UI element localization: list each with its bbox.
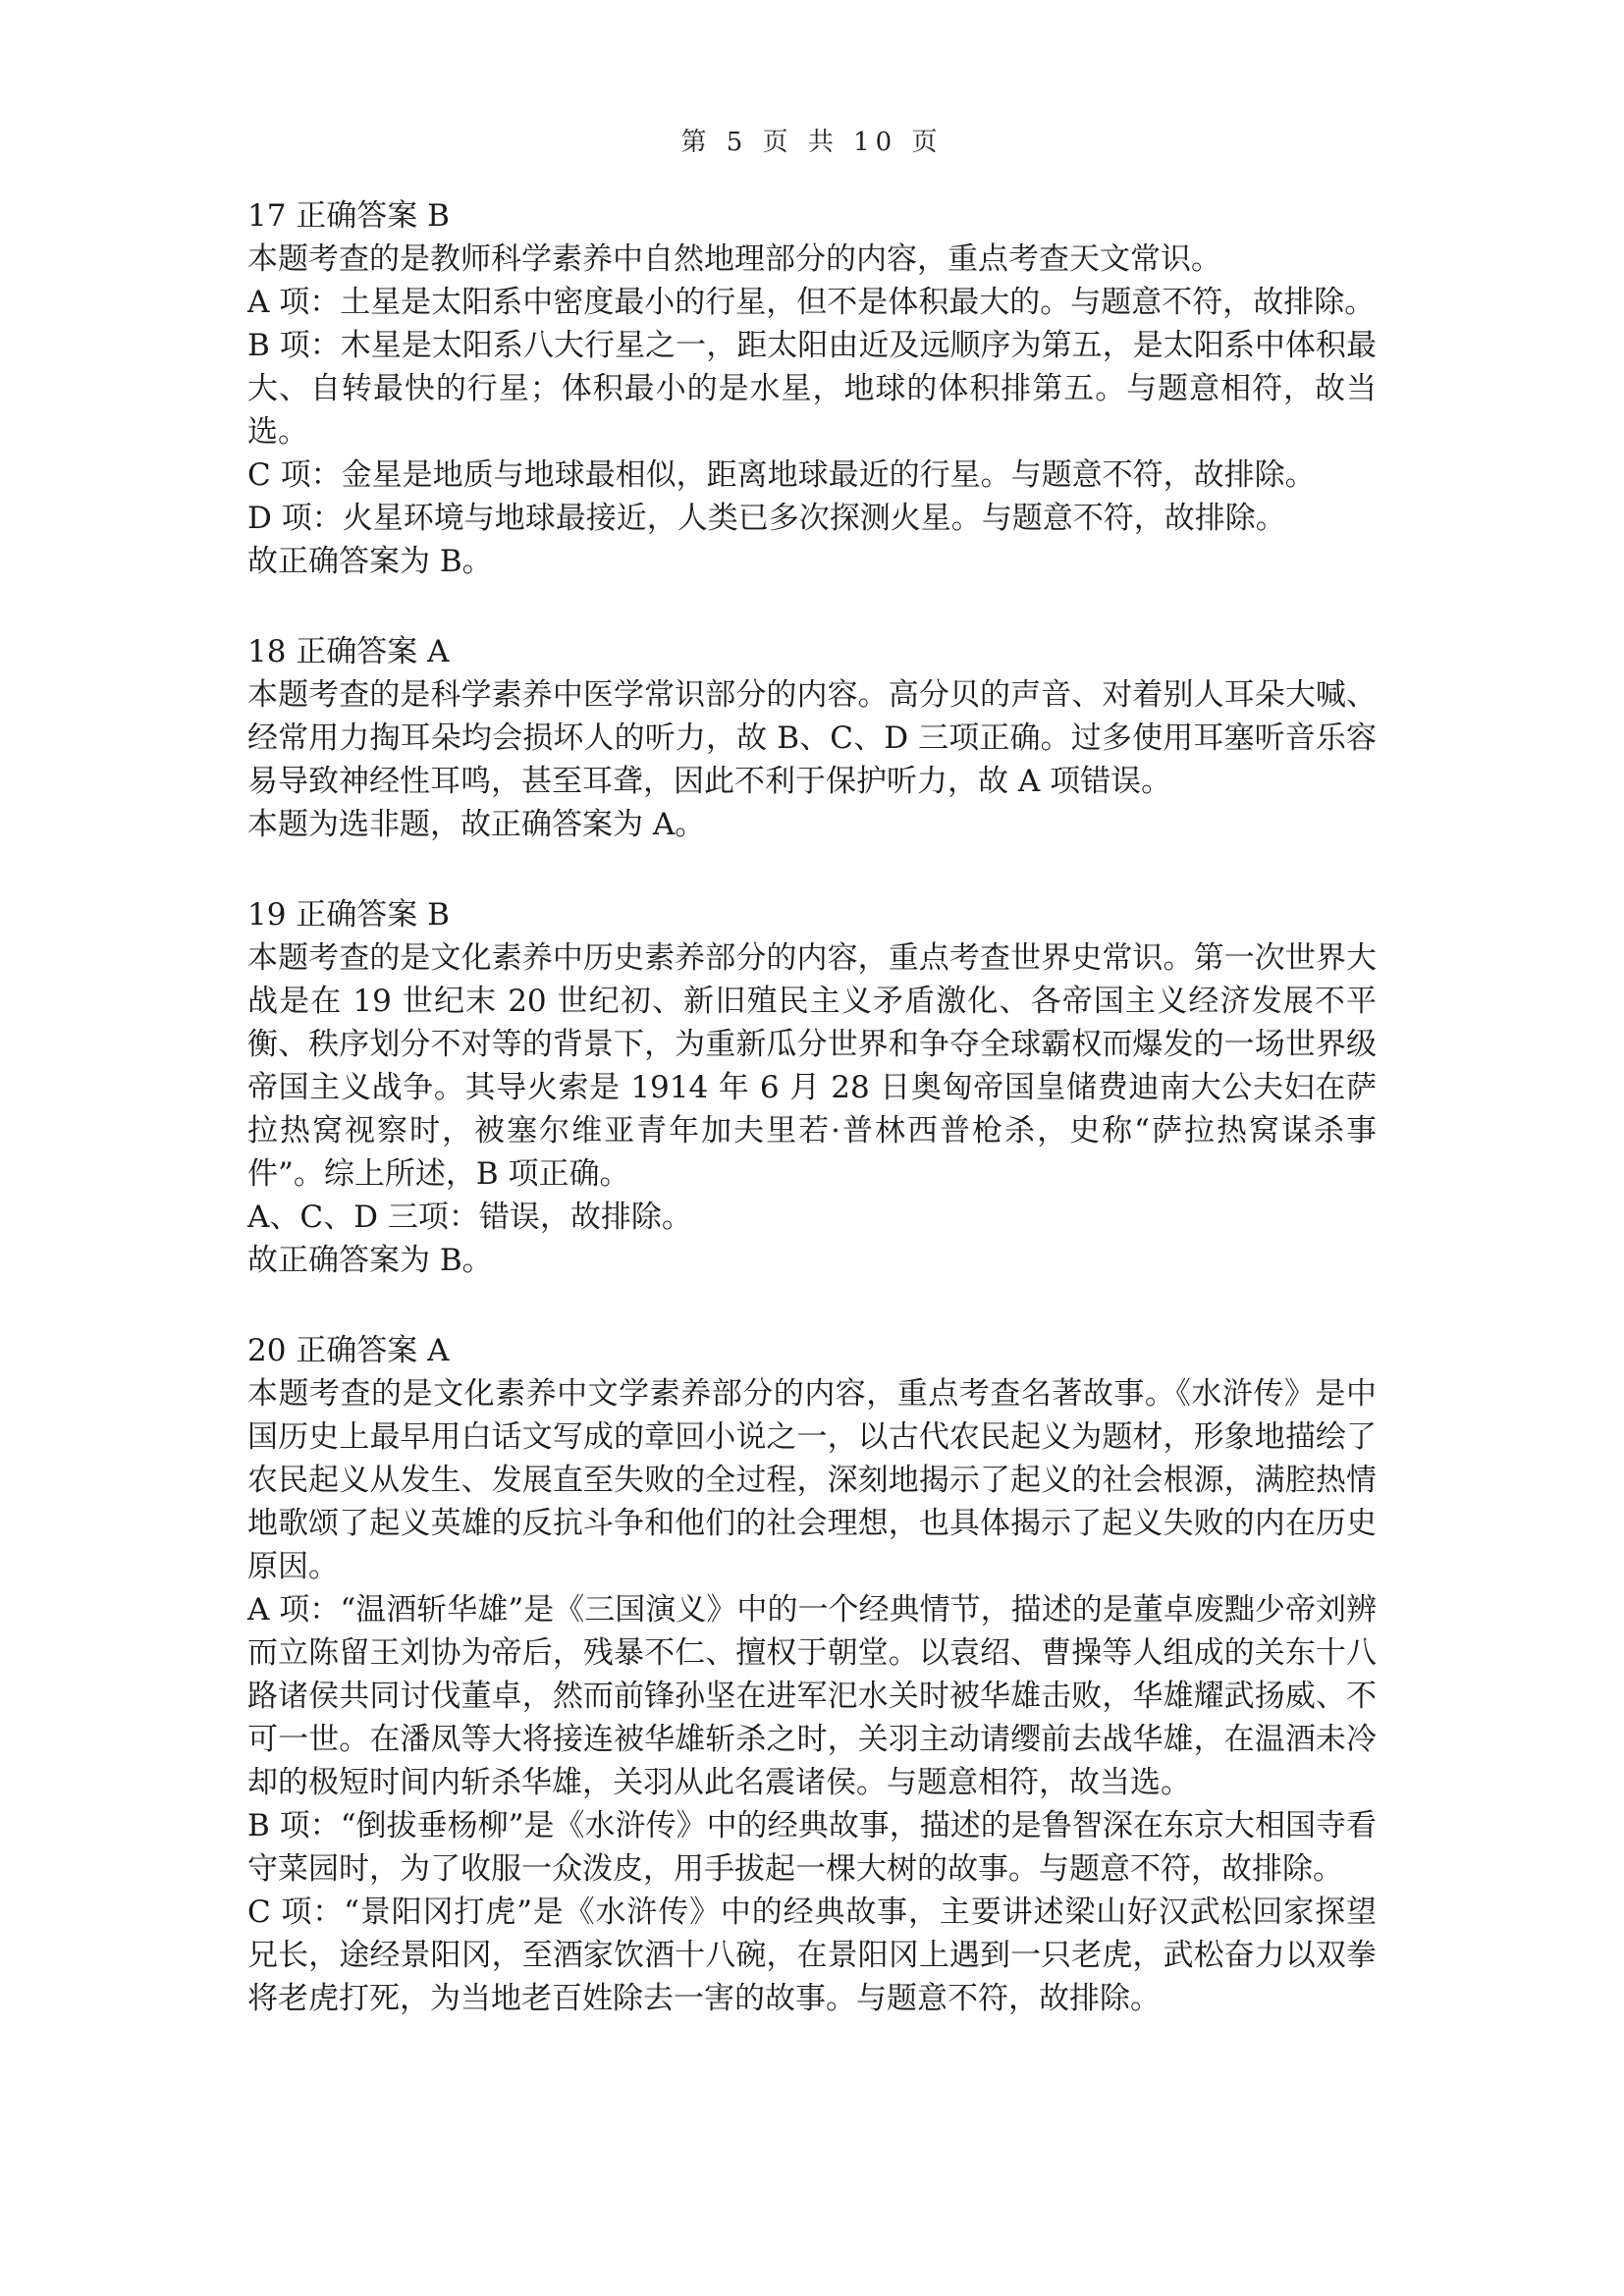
answer-title: 17 正确答案 B — [247, 198, 450, 234]
answer-explanations — [247, 194, 1377, 2067]
option-a-explanation: A 项：土星是太阳系中密度最小的行星，但不是体积最大的。与题意不符，故排除。 — [247, 285, 1376, 320]
question-19 — [247, 893, 1377, 1282]
answer-title: 18 正确答案 A — [247, 634, 450, 669]
explanation-paragraph: 本题考查的是科学素养中医学常识部分的内容。高分贝的声音、对着别人耳朵大喊、经常用力掏耳朵均会损坏人的听力，故 B、C、D 三项正确。过多使用耳塞听音乐容易导致神经性耳鸣，甚至耳聋，因此不利于保护听力，故 A 项错误。 — [247, 677, 1377, 799]
page-number-header: 第 5 页 共 10 页 — [680, 128, 944, 157]
question-18 — [247, 630, 1377, 846]
option-b-explanation: B 项：“倒拔垂杨柳”是《水浒传》中的经典故事，描述的是鲁智深在东京大相国寺看守菜园时，为了收服一众泼皮，用手拔起一棵大树的故事。与题意不符，故排除。 — [247, 1808, 1377, 1887]
option-a-explanation: A 项：“温酒斩华雄”是《三国演义》中的一个经典情节，描述的是董卓废黜少帝刘辨而立陈留王刘协为帝后，残暴不仁、擅权于朝堂。以袁绍、曹操等人组成的关东十八路诸侯共同讨伐董卓，然而前锋孙坚在进军汜水关时被华雄击败，华雄耀武扬威、不可一世。在潘凤等大将接连被华雄斩杀之时，关羽主动请缨前去战华雄，在温酒未冷却的极短时间内斩杀华雄，关羽从此名震诸侯。与题意相符，故当选。 — [247, 1592, 1377, 1800]
answer-title: 19 正确答案 B — [247, 897, 450, 933]
option-b-explanation: B 项：木星是太阳系八大行星之一，距太阳由近及远顺序为第五，是太阳系中体积最大、自转最快的行星；体积最小的是水星，地球的体积排第五。与题意相符，故当选。 — [247, 328, 1377, 450]
option-c-explanation: C 项：金星是地质与地球最相似，距离地球最近的行星。与题意不符，故排除。 — [247, 457, 1316, 493]
explanation-paragraph: 本题考查的是教师科学素养中自然地理部分的内容，重点考查天文常识。 — [247, 241, 1221, 277]
final-answer: 故正确答案为 B。 — [247, 1243, 493, 1278]
option-c-explanation: C 项：“景阳冈打虎”是《水浒传》中的经典故事，主要讲述梁山好汉武松回家探望兄长，途经景阳冈，至酒家饮酒十八碗，在景阳冈上遇到一只老虎，武松奋力以双拳将老虎打死，为当地老百姓除去一害的故事。与题意不符，故排除。 — [247, 1895, 1377, 2016]
question-17 — [247, 194, 1377, 583]
options-acd-explanation: A、C、D 三项：错误，故排除。 — [247, 1200, 692, 1235]
option-d-explanation: D 项：火星环境与地球最接近，人类已多次探测火星。与题意不符，故排除。 — [247, 501, 1286, 536]
final-answer: 故正确答案为 B。 — [247, 544, 493, 579]
explanation-paragraph: 本题考查的是文化素养中历史素养部分的内容，重点考查世界史常识。第一次世界大战是在 19 世纪末 20 世纪初、新旧殖民主义矛盾激化、各帝国主义经济发展不平衡、秩序划分不对等的背景下，为重新瓜分世界和争夺全球霸权而爆发的一场世界级帝国主义战争。其导火索是 1914 年 6 月 28 日奥匈帝国皇储费迪南大公夫妇在萨拉热窝视察时，被塞尔维亚青年加夫里若·普林西普枪杀，史称“萨拉热窝谋杀事件”。综上所述，B 项正确。 — [247, 940, 1377, 1192]
explanation-paragraph: 本题考查的是文化素养中文学素养部分的内容，重点考查名著故事。《水浒传》是中国历史上最早用白话文写成的章回小说之一，以古代农民起义为题材，形象地描绘了农民起义从发生、发展直至失败的全过程，深刻地揭示了起义的社会根源，满腔热情地歌颂了起义英雄的反抗斗争和他们的社会理想，也具体揭示了起义失败的内在历史原因。 — [247, 1376, 1377, 1584]
final-answer: 本题为选非题，故正确答案为 A。 — [247, 807, 706, 842]
question-20 — [247, 1329, 1377, 2020]
answer-title: 20 正确答案 A — [247, 1333, 450, 1368]
